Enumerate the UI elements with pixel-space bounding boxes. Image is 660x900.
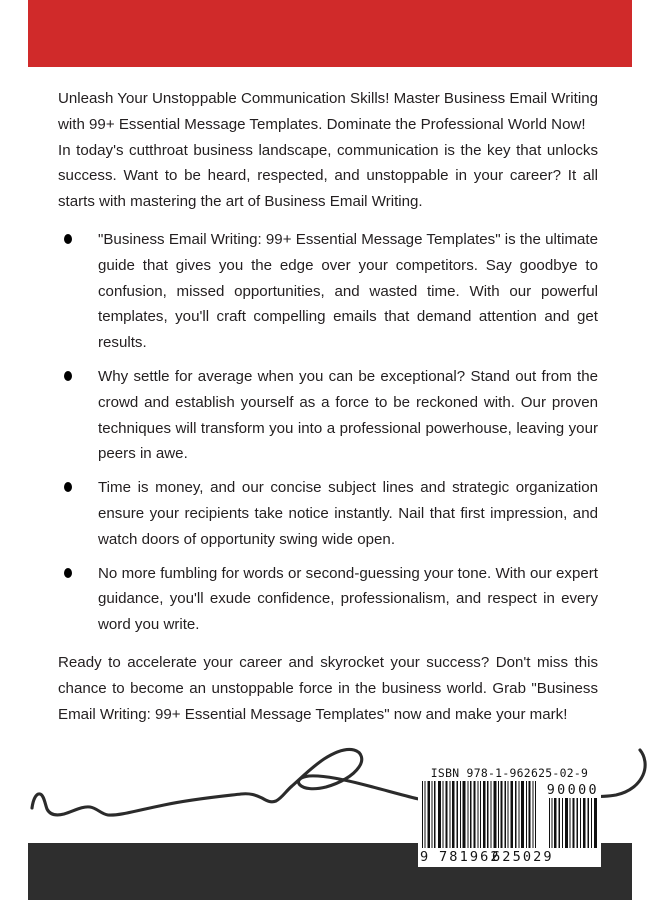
list-item (58, 227, 598, 356)
bullet-dot-icon (64, 482, 72, 492)
list-item (58, 364, 598, 467)
isbn-label: ISBN 978-1-962625-02-9 (430, 766, 589, 780)
bullet-text: Why settle for average when you can be exceptional? Stand out from the crowd and establish yourself as a force to be reckoned with. Our proven techniques will transform you into a professional powerhouse, leaving your peers in awe. (98, 367, 598, 463)
isbn-barcode-block (418, 764, 601, 867)
barcode-lead-digit: 9 (420, 849, 429, 865)
bullet-dot-icon (64, 371, 72, 381)
bullet-dot-icon (64, 568, 72, 578)
blurb-text-column (58, 86, 598, 727)
list-item (58, 561, 598, 638)
bullet-text: "Business Email Writing: 99+ Essential Message Templates" is the ultimate guide that gives you the edge over your competitors. Say goodbye to confusion, missed opportunities, and wasted time. With our powerful templates, you'll craft compelling emails that demand attention and get results. (98, 230, 598, 352)
bullet-text: No more fumbling for words or second-guessing your tone. With our expert guidance, you'll exude confidence, professionalism, and respect in every word you write. (98, 564, 598, 634)
barcode-addon-value: 90000 (546, 783, 599, 798)
barcode-human-readable-digits (418, 848, 601, 866)
barcode-right-group: 625029 (492, 849, 554, 865)
top-accent-band (28, 0, 632, 67)
blurb-intro: In today's cutthroat business landscape, communication is the key that unlocks success. Want to be heard, respected, and unstoppable in your career? It all starts with mastering the art of Business Email Writing. (58, 141, 598, 211)
list-item (58, 475, 598, 552)
blurb-headline: Unleash Your Unstoppable Communication Skills! Master Business Email Writing with 99+ Essential Message Templates. Dominate the Professional World Now! (58, 90, 598, 133)
bullet-dot-icon (64, 234, 72, 244)
bullet-text: Time is money, and our concise subject lines and strategic organization ensure your recipients take notice instantly. Nail that first impression, and watch doors of opportunity swing wide open. (98, 479, 598, 548)
blurb-bullet-list (58, 227, 598, 638)
blurb-closing: Ready to accelerate your career and skyrocket your success? Don't miss this chance to become an unstoppable force in the business world. Grab "Business Email Writing: 99+ Essential Message Templates" now and make your mark! (58, 653, 598, 723)
barcode-left-group: 781962 (439, 849, 501, 865)
